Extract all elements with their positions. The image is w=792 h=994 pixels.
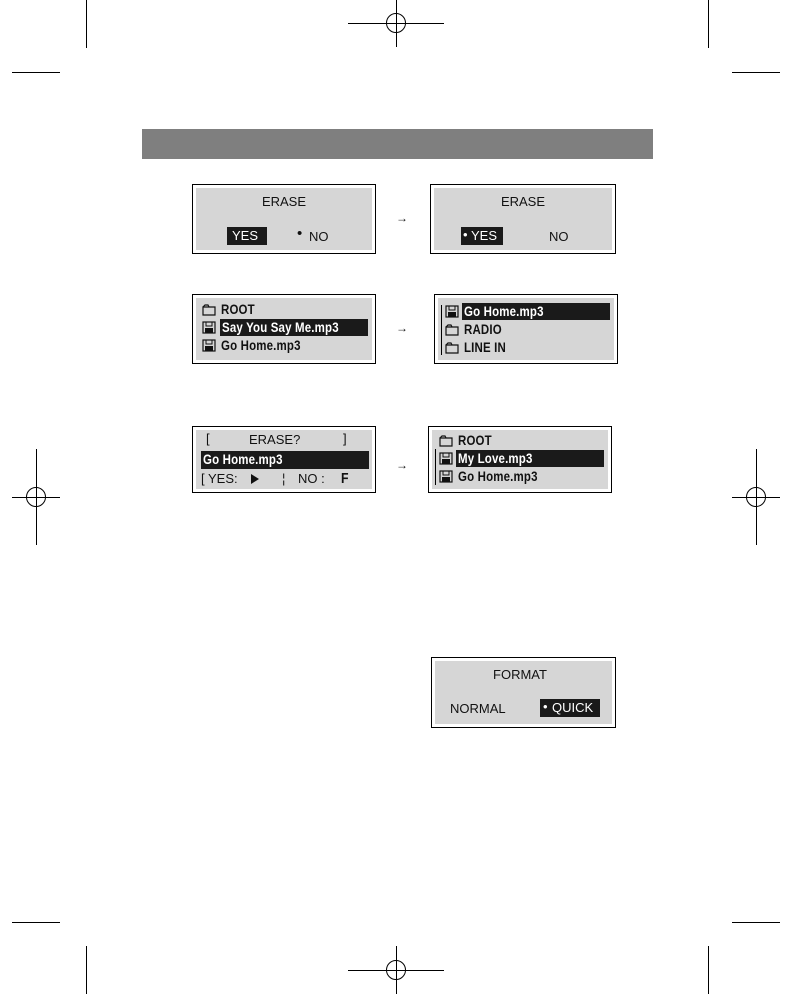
list-item-label[interactable]: Go Home.mp3 <box>458 468 538 484</box>
file-browser-result <box>428 426 612 493</box>
transition-arrow: → <box>396 211 408 225</box>
list-item-label[interactable]: ROOT <box>221 301 255 317</box>
disk-icon <box>439 452 453 465</box>
no-option-label[interactable]: NO <box>309 229 329 244</box>
list-item-label[interactable]: RADIO <box>464 321 502 337</box>
selection-bullet: • <box>543 699 548 714</box>
section-header-bar <box>142 129 653 159</box>
list-item-selected[interactable] <box>220 319 368 336</box>
transition-arrow: → <box>396 321 408 335</box>
erase-dialog-title: ERASE <box>500 194 546 209</box>
no-key-icon[interactable]: F <box>341 470 349 487</box>
list-item-label[interactable]: Go Home.mp3 <box>221 337 301 353</box>
transition-arrow: → <box>396 458 408 472</box>
disk-icon <box>445 305 459 318</box>
bracket-open: [ <box>206 431 210 446</box>
play-icon[interactable] <box>250 474 260 484</box>
erase-dialog-before <box>192 184 376 254</box>
normal-option-label[interactable]: NORMAL <box>450 701 506 716</box>
list-item-selected[interactable] <box>462 303 610 320</box>
yes-option-highlight[interactable] <box>227 227 267 245</box>
file-browser-before <box>192 294 376 364</box>
key-separator: ¦ <box>282 471 286 486</box>
quick-option-label: QUICK <box>552 700 594 715</box>
list-item-label: Say You Say Me.mp3 <box>222 319 339 335</box>
folder-icon <box>445 342 459 354</box>
selection-bullet: • <box>463 227 468 242</box>
erase-dialog-after <box>430 184 616 254</box>
bracket-close: ] <box>343 431 347 446</box>
yes-option-label: YES <box>232 228 259 243</box>
file-browser-after <box>434 294 618 364</box>
selection-bullet: • <box>297 225 303 242</box>
no-key-label: NO : <box>298 471 325 486</box>
folder-icon <box>202 304 216 316</box>
list-item-label[interactable]: ROOT <box>458 432 492 448</box>
format-dialog-title: FORMAT <box>493 667 547 682</box>
erase-confirm-title: ERASE? <box>249 432 301 447</box>
yes-key-label: [ YES: <box>201 471 238 486</box>
quick-option-highlight[interactable] <box>540 699 600 717</box>
erase-confirm-screen <box>192 426 376 493</box>
list-item-label[interactable]: LINE IN <box>464 339 506 355</box>
list-item-label: Go Home.mp3 <box>464 303 544 319</box>
file-name-highlight <box>201 451 369 469</box>
list-item-label: My Love.mp3 <box>458 450 533 466</box>
file-name-label: Go Home.mp3 <box>203 451 283 467</box>
yes-option-label: YES <box>471 228 498 243</box>
erase-dialog-title: ERASE <box>261 194 307 209</box>
list-item-selected[interactable] <box>456 450 604 467</box>
yes-option-highlight[interactable] <box>461 227 503 245</box>
disk-icon <box>202 339 216 352</box>
folder-icon <box>445 324 459 336</box>
disk-icon <box>439 470 453 483</box>
folder-icon <box>439 435 453 447</box>
no-option-label[interactable]: NO <box>549 229 569 244</box>
disk-icon <box>202 321 216 334</box>
format-dialog <box>431 657 616 728</box>
